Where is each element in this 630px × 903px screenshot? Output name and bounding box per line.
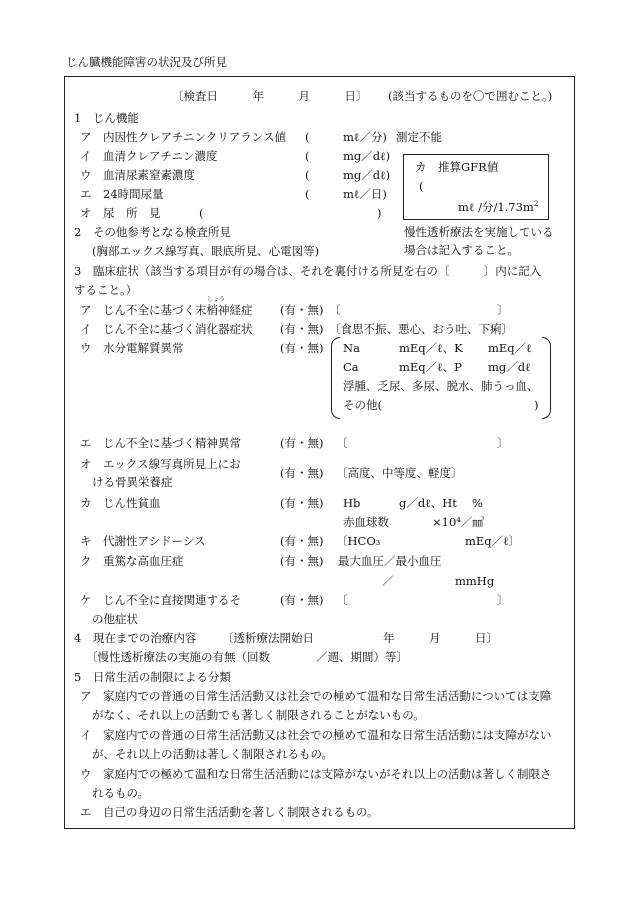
bp-slash: ／ bbox=[382, 574, 394, 588]
item-3ku-yn: (有・無) bbox=[280, 554, 324, 568]
electrolyte-line4-close: ) bbox=[534, 398, 539, 412]
item-1a-unit: mℓ／分) bbox=[343, 130, 387, 144]
item-3ke-close: 〕 bbox=[497, 593, 509, 607]
item-3ke-label1: ケ じん不全に直接関連するそ bbox=[80, 593, 241, 607]
bp-label: 最大血圧／最小血圧 bbox=[338, 554, 442, 568]
class-i-line2: が、それ以上の活動は著しく制限されるもの。 bbox=[92, 747, 334, 761]
section-4-line2: 〔慢性透析療法の実施の有無（回数 ／週、期間）等〕 bbox=[86, 650, 408, 664]
item-1a-label: ア 内因性クレアチニンクリアランス値 bbox=[80, 130, 286, 144]
item-3i-label: イ じん不全に基づく消化器症状 bbox=[80, 322, 253, 336]
item-3e-open: 〔 bbox=[336, 436, 348, 450]
electrolyte-line4: その他( bbox=[343, 398, 382, 412]
section-3-line1: 3 臨床症状（該当する項目が有の場合は、それを裏付ける所見を右の〔 〕内に記入 bbox=[74, 264, 542, 278]
item-3i-finding: 〔食思不振、悪心、おう吐、下痢〕 bbox=[329, 322, 513, 336]
ruby-sho: しょう bbox=[207, 296, 226, 303]
item-3ka-yn: (有・無) bbox=[280, 496, 324, 510]
item-1e-paren: ( bbox=[305, 187, 310, 201]
section-3-line2: すること。） bbox=[74, 283, 138, 297]
rbc-label: 赤血球数 bbox=[343, 515, 389, 529]
item-3i-yn: (有・無) bbox=[280, 322, 324, 336]
item-3u-label: ウ 水分電解質異常 bbox=[80, 341, 184, 355]
item-3a-yn: (有・無) bbox=[280, 303, 324, 317]
item-1i-label: イ 血清クレアチニン濃度 bbox=[80, 149, 218, 163]
electrolyte-line3: 浮腫、乏尿、多尿、脱水、肺うっ血、 bbox=[343, 379, 539, 393]
item-3ku-label: ク 重篤な高血圧症 bbox=[80, 554, 184, 568]
item-3e-close: 〕 bbox=[497, 436, 509, 450]
item-1u-paren: ( bbox=[305, 168, 310, 182]
item-3a-label bbox=[80, 304, 253, 318]
class-i-line1: イ 家庭内での普通の日常生活活動又は社会での極めて温和な日常生活活動には支障がない bbox=[80, 728, 552, 742]
section-1-title: 1 じん機能 bbox=[74, 111, 139, 125]
item-3u-yn: (有・無) bbox=[280, 341, 324, 355]
dialysis-note-2: 場合は記入すること。 bbox=[404, 243, 519, 257]
hco3-unit: mEq／ℓ〕 bbox=[465, 534, 521, 548]
section-2-title: 2 その他参考となる検査所見 bbox=[74, 225, 231, 239]
item-1u-unit: mg／dℓ) bbox=[343, 168, 391, 182]
item-1o-paren-close: ) bbox=[377, 206, 382, 220]
p-unit: mg／dℓ bbox=[488, 360, 531, 374]
item-1i-paren: ( bbox=[305, 149, 310, 163]
item-3o-finding: 〔高度、中等度、軽度〕 bbox=[336, 466, 463, 480]
item-3ka-label: カ じん性貧血 bbox=[80, 496, 161, 510]
item-1o-paren-open: ( bbox=[199, 206, 204, 220]
page-title: じん臓機能障害の状況及び所見 bbox=[66, 55, 227, 69]
gfr-unit-text: mℓ /分/1.73m bbox=[458, 199, 534, 214]
gfr-paren: ( bbox=[419, 179, 424, 193]
item-3e-yn: (有・無) bbox=[280, 436, 324, 450]
dialysis-start-date: 〔透析療法開始日 年 月 日〕 bbox=[222, 631, 498, 645]
item-3o-yn: (有・無) bbox=[280, 466, 324, 480]
item-1a-extra: 測定不能 bbox=[396, 130, 442, 144]
exam-date: 〔検査日 年 月 日〕 bbox=[172, 89, 368, 103]
dialysis-note-1: 慢性透析療法を実施している bbox=[404, 225, 554, 239]
hco3-open: 〔HCO₃ bbox=[336, 534, 381, 548]
electrolyte-bracket-left bbox=[331, 337, 340, 419]
bp-unit: mmHg bbox=[455, 574, 495, 588]
item-3ke-open: 〔 bbox=[336, 593, 348, 607]
item-3ki-yn: (有・無) bbox=[280, 534, 324, 548]
item-3a-label-kanji: 梢 bbox=[206, 303, 218, 317]
item-3ke-yn: (有・無) bbox=[280, 593, 324, 607]
gfr-title: カ 推算GFR値 bbox=[415, 160, 499, 174]
item-3a-label-pre: ア じん不全に基づく末 bbox=[80, 303, 207, 317]
circle-note: (該当するものを〇で囲むこと。) bbox=[388, 89, 553, 103]
item-1i-unit: mg／dℓ) bbox=[343, 149, 391, 163]
gfr-unit: mℓ /分$/1.73m^2$ bbox=[458, 199, 539, 214]
class-u-line1: ウ 家庭内での極めて温和な日常生活活動には支障がないがそれ以上の活動は著しく制限さ bbox=[80, 767, 552, 781]
item-3e-label: エ じん不全に基づく精神異常 bbox=[80, 436, 241, 450]
item-1e-unit: mℓ／日) bbox=[343, 187, 387, 201]
section-4-title: 4 現在までの治療内容 bbox=[74, 631, 197, 645]
ht-unit: % bbox=[472, 496, 483, 510]
rbc-unit: ×10⁴／㎣ bbox=[432, 515, 484, 529]
section-2-sub: (胸部エックス線写真、眼底所見、心電図等) bbox=[92, 244, 320, 258]
class-a-line1: ア 家庭内での普通の日常生活活動又は社会での極めて温和な日常生活活動については支障 bbox=[80, 689, 552, 703]
na-label: Na bbox=[343, 341, 360, 355]
item-3o-label2: ける骨異栄養症 bbox=[92, 475, 173, 489]
na-unit: mEq／ℓ、K bbox=[399, 341, 463, 355]
ca-label: Ca bbox=[343, 360, 359, 374]
item-3a-open: 〔 bbox=[329, 303, 341, 317]
class-e-line1: エ 自己の身辺の日常生活活動を著しく制限されるもの。 bbox=[80, 805, 379, 819]
item-1e-label: エ 24時間尿量 bbox=[80, 187, 164, 201]
hb-unit: g／dℓ、Ht bbox=[399, 496, 457, 510]
item-3a-close: 〕 bbox=[497, 303, 509, 317]
item-1u-label: ウ 血清尿素窒素濃度 bbox=[80, 168, 195, 182]
item-3ki-label: キ 代謝性アシドーシス bbox=[80, 534, 206, 548]
hb-label: Hb bbox=[343, 496, 361, 510]
k-unit: mEq／ℓ bbox=[488, 341, 532, 355]
section-5-title: 5 日常生活の制限による分類 bbox=[74, 670, 231, 684]
item-3o-label1: オ エックス線写真所見上にお bbox=[80, 457, 241, 471]
item-3ke-label2: の他症状 bbox=[92, 612, 138, 626]
item-3a-label-post: 神経症 bbox=[218, 303, 253, 317]
item-1a-paren: ( bbox=[305, 130, 310, 144]
class-u-line2: れるもの。 bbox=[92, 786, 150, 800]
item-1o-label: オ 尿 所 見 bbox=[80, 206, 161, 220]
class-a-line2: がなく、それ以上の活動でも著しく制限されることがないもの。 bbox=[92, 708, 425, 722]
electrolyte-bracket-right bbox=[542, 337, 551, 419]
ca-unit: mEq／ℓ、P bbox=[399, 360, 462, 374]
